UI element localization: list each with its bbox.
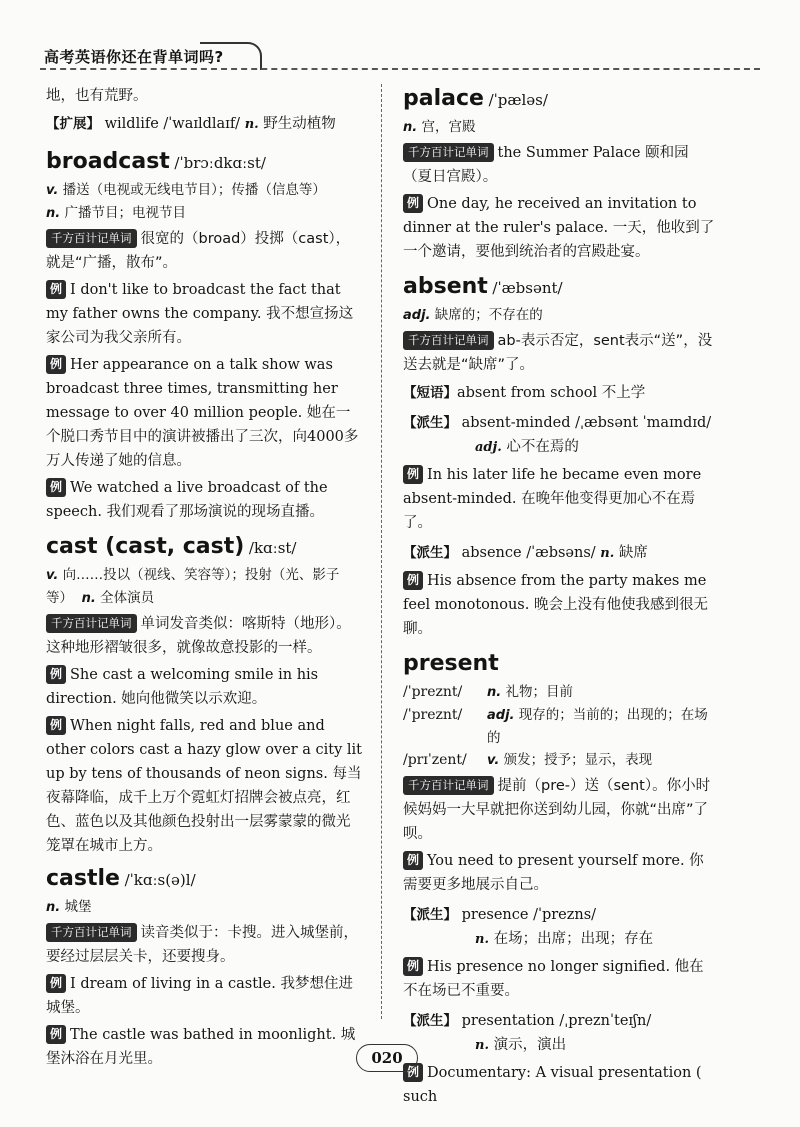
example — [46, 972, 364, 1020]
memory-tip — [46, 612, 364, 660]
phonetic: /ˈpreznt/ — [403, 707, 463, 723]
example-text: You need to present yourself more. 你需要更多地展示自己。 — [403, 853, 704, 893]
derivative-word: presence /ˈprezns/ — [461, 907, 597, 923]
derivative-line — [403, 541, 715, 566]
continued-text: 地，也有荒野。 — [46, 88, 148, 104]
pos: v. — [46, 183, 59, 198]
example — [403, 955, 715, 1003]
phrase-label: 【短语】 — [403, 385, 457, 401]
example-text: His absence from the party makes me feel monotonous. 晚会上没有他使我感到很无聊。 — [403, 573, 708, 637]
form-definition — [487, 681, 715, 704]
definition-text: 演示，演出 — [493, 1037, 567, 1053]
example — [403, 1061, 715, 1109]
example-badge: 例 — [403, 851, 423, 870]
example-badge: 例 — [46, 478, 66, 497]
pos: n. — [81, 591, 96, 606]
example-badge: 例 — [403, 1063, 423, 1082]
derivative-definition — [403, 435, 715, 460]
derivative-word: absence /ˈæbsəns/ — [461, 545, 596, 561]
left-column — [46, 84, 364, 1071]
phonetic: /ˈpreznt/ — [403, 684, 463, 700]
definition — [46, 202, 364, 225]
example-text: In his later life he became even more absent-minded. 在晚年他变得更加心不在焉了。 — [403, 467, 702, 531]
column-divider — [381, 84, 382, 1019]
entry-head — [403, 272, 715, 304]
example-badge: 例 — [46, 665, 66, 684]
wildlife-expansion — [46, 112, 364, 137]
headword: cast (cast, cast) — [46, 534, 245, 559]
definition — [46, 564, 364, 610]
example-badge: 例 — [403, 571, 423, 590]
headword: present — [403, 651, 499, 676]
pos: adj. — [403, 308, 431, 323]
form-row — [403, 749, 715, 772]
example — [403, 192, 715, 264]
definition-text: 在场；出席；出现；存在 — [493, 931, 654, 947]
example — [46, 1023, 364, 1071]
example-text: She cast a welcoming smile in his direction. 她向他微笑以示欢迎。 — [46, 667, 319, 707]
example — [403, 569, 715, 641]
entry-head — [46, 532, 364, 564]
derivative-line — [403, 411, 715, 435]
derivative-word: presentation /ˌpreznˈteɪʃn/ — [461, 1013, 652, 1029]
example-text: I don't like to broadcast the fact that my father owns the company. 我不想宣扬这家公司为我父亲所有。 — [46, 282, 354, 346]
pos: n. — [600, 546, 615, 561]
memory-tip — [403, 141, 715, 189]
right-column — [403, 84, 715, 1109]
memory-tag: 千方百计记单词 — [46, 229, 137, 248]
example-badge: 例 — [403, 957, 423, 976]
pos: n. — [46, 206, 61, 221]
memory-tip — [403, 774, 715, 846]
memory-text: ab-表示否定，sent表示“送”，没送去就是“缺席”了。 — [403, 333, 713, 373]
example — [403, 849, 715, 897]
definition-text: 宫，宫殿 — [421, 119, 476, 135]
present-forms — [403, 681, 715, 772]
definition-text: 缺席的；不存在的 — [434, 307, 543, 323]
example-text: Documentary: A visual presentation ( such — [403, 1065, 702, 1105]
pos: adj. — [475, 440, 502, 455]
pos: v. — [487, 753, 500, 768]
example-text: When night falls, red and blue and other colors cast a hazy glow over a city lit up by tens of thousands of neon signs. 每当夜幕降临，成千上万个霓虹灯招牌会被点亮，红色、蓝色以及其他颜色投射出一层雾蒙蒙的微光笼罩在城市上方。 — [46, 718, 362, 854]
headword: castle — [46, 866, 120, 891]
entry-present — [403, 649, 715, 1109]
example — [46, 278, 364, 350]
phonetic: /ˈæbsənt/ — [492, 279, 563, 297]
wildlife-def: 野生动植物 — [263, 116, 336, 132]
example-badge: 例 — [46, 355, 66, 374]
page-number: 020 — [356, 1044, 418, 1072]
example-text: One day, he received an invitation to dinner at the ruler's palace. 一天，他收到了一个邀请，要他到统治者的宫殿赴宴。 — [403, 196, 715, 260]
memory-text: 很宽的（broad）投掷（cast），就是“广播，散布”。 — [46, 231, 351, 271]
example — [46, 663, 364, 711]
pos: n. — [487, 685, 502, 700]
header-rule — [40, 68, 760, 70]
pos: adj. — [487, 708, 515, 723]
pos: n. — [475, 1038, 489, 1053]
entry-castle — [46, 864, 364, 1071]
definition — [403, 304, 715, 327]
memory-tag: 千方百计记单词 — [403, 143, 494, 162]
example-badge: 例 — [46, 974, 66, 993]
definition — [403, 116, 715, 139]
derive-label: 【派生】 — [403, 1013, 457, 1029]
derive-label: 【派生】 — [403, 907, 457, 923]
phonetic: /ˈkɑːs(ə)l/ — [124, 871, 196, 889]
memory-tip — [46, 227, 364, 275]
memory-tip — [403, 329, 715, 377]
example-text: Her appearance on a talk show was broadcast three times, transmitting her message to over 40 million people. 她在一个脱口秀节目中的演讲被播出了三次，向4000多万人传递了她的信息。 — [46, 357, 359, 469]
derivative-line — [403, 1009, 715, 1033]
headword: palace — [403, 86, 484, 111]
running-header — [40, 38, 760, 76]
phonetic: /ˈbrɔːdkɑːst/ — [174, 154, 266, 172]
phonetic: /ˈpæləs/ — [488, 91, 548, 109]
definition-text: 城堡 — [64, 899, 92, 915]
pos: n. — [403, 120, 418, 135]
derivative-definition — [403, 1033, 715, 1058]
entry-palace — [403, 84, 715, 264]
memory-tag: 千方百计记单词 — [46, 614, 137, 633]
expand-label: 【扩展】 — [46, 116, 100, 132]
example-text: His presence no longer signified. 他在不在场已不重要。 — [403, 959, 704, 999]
entry-head — [46, 864, 364, 896]
phrase-text: absent from school 不上学 — [457, 385, 646, 401]
entry-absent — [403, 272, 715, 641]
phrase-line — [403, 381, 715, 405]
example — [46, 714, 364, 858]
memory-tip — [46, 921, 364, 969]
derivative-line — [403, 903, 715, 927]
entry-head — [46, 147, 364, 179]
example-badge: 例 — [46, 716, 66, 735]
definition-text: 颁发；授予；显示，表现 — [503, 752, 653, 768]
memory-tag: 千方百计记单词 — [46, 923, 137, 942]
example-badge: 例 — [46, 1025, 66, 1044]
example-text: We watched a live broadcast of the speech. 我们观看了那场演说的现场直播。 — [46, 480, 328, 520]
memory-text: the Summer Palace 颐和园（夏日宫殿）。 — [403, 145, 689, 185]
entry-cast — [46, 532, 364, 858]
definition-text: 现存的；当前的；出现的；在场的 — [487, 707, 708, 746]
memory-text: 单词发音类似：喀斯特（地形）。这种地形褶皱很多，就像故意投影的一样。 — [46, 616, 351, 656]
memory-text: 读音类似于：卡搜。进入城堡前，要经过层层关卡，还要搜身。 — [46, 925, 358, 965]
definition-text: 向……投以（视线、笑容等）；投射（光、影子等） — [46, 567, 340, 606]
definition-text: 缺席 — [618, 545, 648, 561]
pos: n. — [46, 900, 61, 915]
example-text: The castle was bathed in moonlight. 城堡沐浴在月光里。 — [46, 1027, 356, 1067]
definition-text: 广播节目；电视节目 — [64, 205, 186, 221]
entry-head — [403, 649, 715, 681]
example — [403, 463, 715, 535]
wildlife-word: wildlife /ˈwaɪldlaɪf/ — [104, 116, 241, 132]
derive-label: 【派生】 — [403, 545, 457, 561]
definition — [46, 179, 364, 202]
memory-tag: 千方百计记单词 — [403, 331, 494, 350]
headword: absent — [403, 274, 488, 299]
definition-text: 心不在焉的 — [506, 439, 579, 455]
header-title: 高考英语你还在背单词吗? — [44, 48, 224, 66]
example-badge: 例 — [46, 280, 66, 299]
definition — [46, 896, 364, 919]
example — [46, 476, 364, 524]
entry-head — [403, 84, 715, 116]
example-badge: 例 — [403, 465, 423, 484]
pos: v. — [46, 568, 59, 583]
form-row — [403, 704, 715, 749]
memory-text: 提前（pre-）送（sent）。你小时候妈妈一大早就把你送到幼儿园，你就“出席”了呗。 — [403, 778, 711, 842]
definition-text: 全体演员 — [100, 590, 155, 606]
pos: n. — [475, 932, 489, 947]
derive-label: 【派生】 — [403, 415, 457, 431]
derivative-word: absent-minded /ˌæbsənt ˈmaɪndɪd/ — [461, 415, 712, 431]
memory-tag: 千方百计记单词 — [403, 776, 494, 795]
entry-broadcast — [46, 147, 364, 524]
form-definition — [487, 749, 715, 772]
definition-text: 播送（电视或无线电节目）；传播（信息等） — [62, 182, 326, 198]
derivative-definition — [403, 927, 715, 952]
headword: broadcast — [46, 149, 170, 174]
wildlife-pos: n. — [244, 117, 259, 132]
header-bracket-decoration — [200, 42, 262, 70]
phonetic: /kɑːst/ — [248, 539, 297, 557]
phonetic: /prɪˈzent/ — [403, 752, 467, 768]
example-badge: 例 — [403, 194, 423, 213]
example-text: I dream of living in a castle. 我梦想住进城堡。 — [46, 976, 353, 1016]
definition-text: 礼物；目前 — [505, 684, 573, 700]
example — [46, 353, 364, 473]
form-row — [403, 681, 715, 704]
form-definition — [487, 704, 715, 749]
